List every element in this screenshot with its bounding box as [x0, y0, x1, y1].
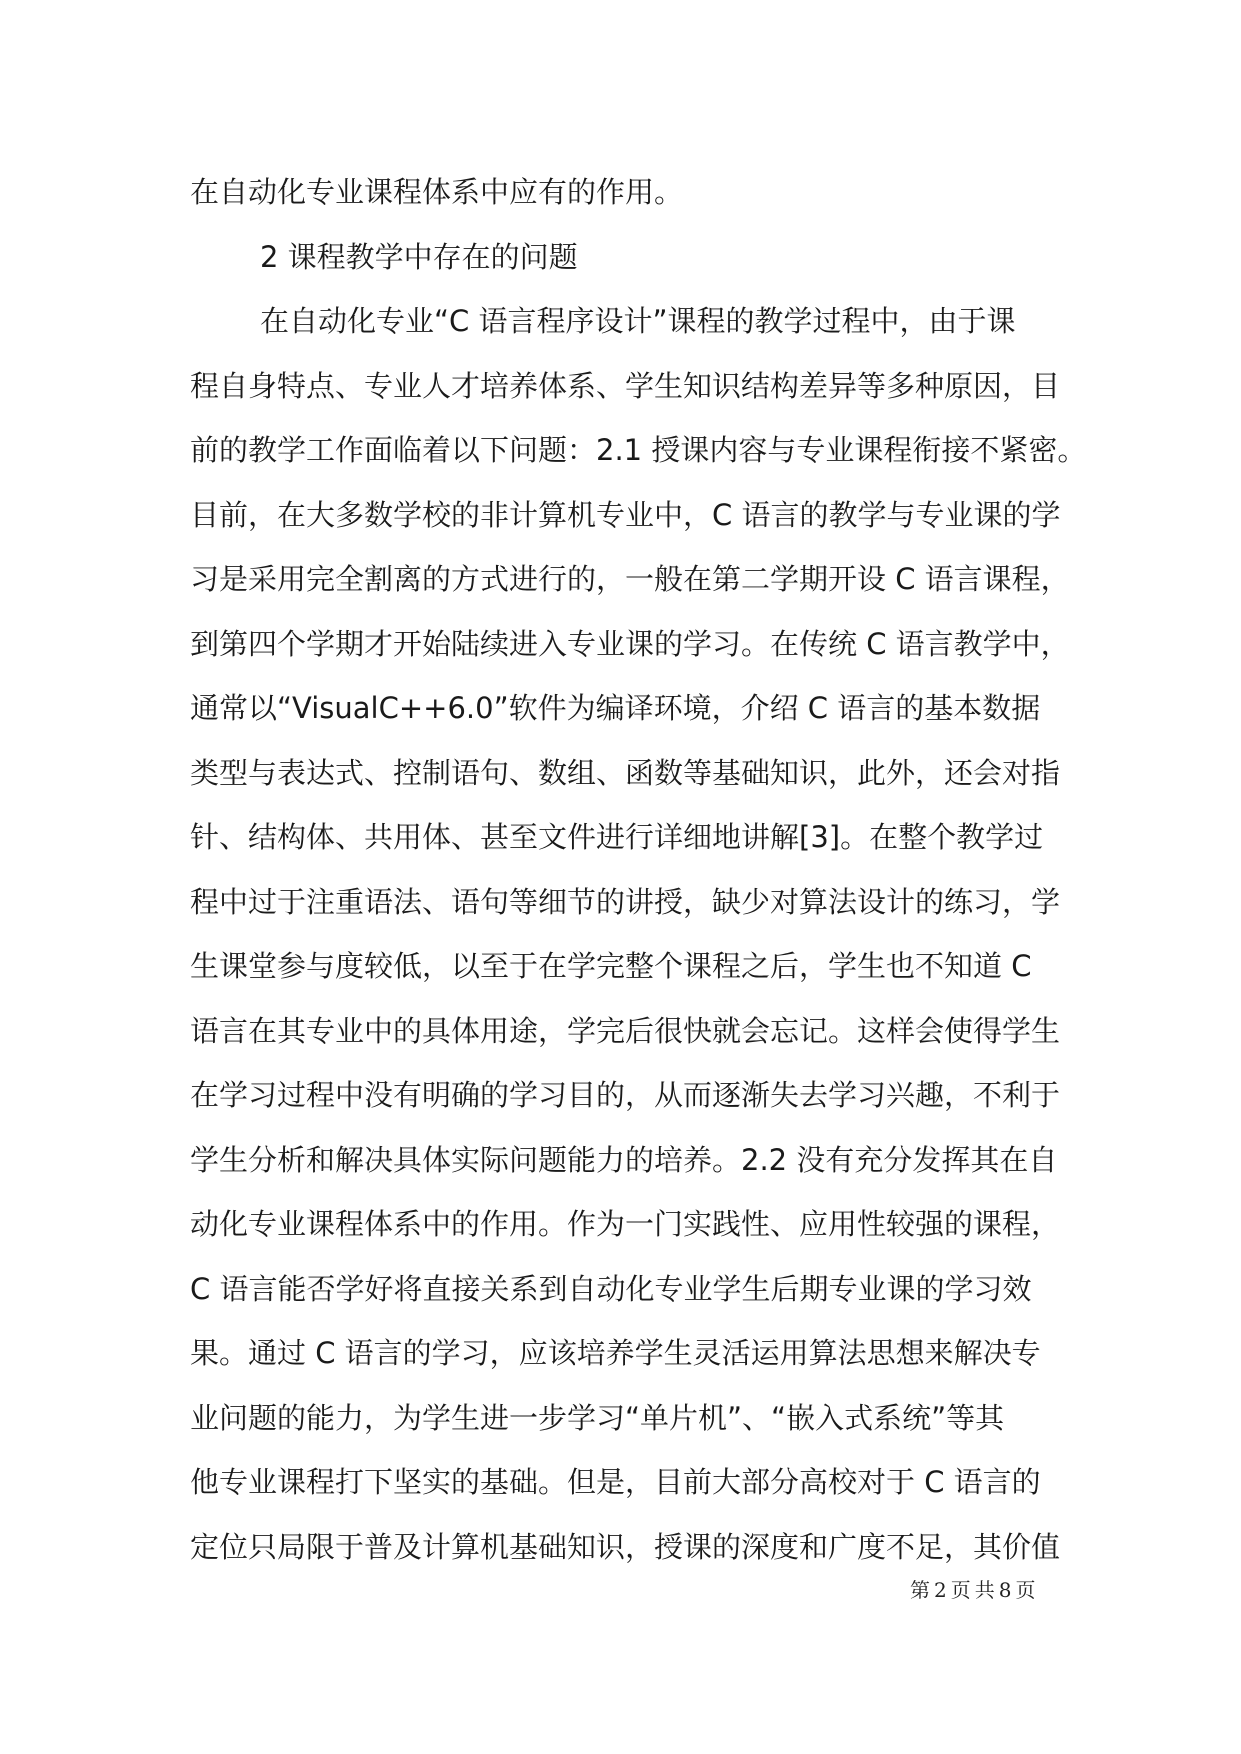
text-line: 程中过于注重语法、语句等细节的讲授，缺少对算法设计的练习，学 [190, 884, 1061, 919]
text-line: 到第四个学期才开始陆续进入专业课的学习。在传统 C 语言教学中， [190, 626, 1070, 661]
text-line: 在自动化专业“C 语言程序设计”课程的教学过程中，由于课 [260, 304, 1016, 338]
footer-total-word: 共 [974, 1578, 995, 1602]
text-line: 他专业课程打下坚实的基础。但是，目前大部分高校对于 C 语言的 [190, 1465, 1041, 1499]
page-footer [910, 1574, 1039, 1603]
text-line: 习是采用完全割离的方式进行的，一般在第二学期开设 C 语言课程， [190, 562, 1070, 596]
current-page-number: 2 [934, 1578, 947, 1602]
text-line: 定位只局限于普及计算机基础知识，授课的深度和广度不足，其价值 [190, 1529, 1061, 1564]
footer-page-word: 页 [950, 1578, 971, 1602]
footer-prefix: 第 [910, 1578, 930, 1602]
text-line: 果。通过 C 语言的学习，应该培养学生灵活运用算法思想来解决专 [190, 1336, 1041, 1370]
text-line: 类型与表达式、控制语句、数组、函数等基础知识，此外，还会对指 [190, 755, 1061, 790]
text-line: 动化专业课程体系中的作用。作为一门实践性、应用性较强的课程， [190, 1207, 1061, 1241]
text-line: C 语言能否学好将直接关系到自动化专业学生后期专业课的学习效 [190, 1271, 1032, 1306]
text-line: 学生分析和解决具体实际问题能力的培养。2.2 没有充分发挥其在自 [190, 1142, 1058, 1177]
body-text [190, 160, 1087, 1579]
text-line: 在学习过程中没有明确的学习目的，从而逐渐失去学习兴趣，不利于 [190, 1078, 1061, 1112]
section-heading: 2 课程教学中存在的问题 [260, 239, 578, 274]
text-line: 通常以“VisualC++6.0”软件为编译环境，介绍 C 语言的基本数据 [190, 691, 1041, 725]
text-line: 目前，在大多数学校的非计算机专业中，C 语言的教学与专业课的学 [190, 497, 1061, 532]
text-line: 程自身特点、专业人才培养体系、学生知识结构差异等多种原因，目 [190, 368, 1061, 403]
text-line: 生课堂参与度较低，以至于在学完整个课程之后，学生也不知道 C [190, 949, 1032, 983]
text-line: 语言在其专业中的具体用途，学完后很快就会忘记。这样会使得学生 [190, 1013, 1061, 1048]
text-line: 前的教学工作面临着以下问题：2.1 授课内容与专业课程衔接不紧密。 [190, 433, 1087, 467]
footer-suffix: 页 [1015, 1578, 1036, 1602]
text-line: 在自动化专业课程体系中应有的作用。 [190, 175, 684, 209]
text-line: 业问题的能力，为学生进一步学习“单片机”、“嵌入式系统”等其 [190, 1400, 1005, 1435]
total-page-count: 8 [998, 1578, 1012, 1602]
text-line: 针、结构体、共用体、甚至文件进行详细地讲解[3]。在整个教学过 [190, 820, 1044, 854]
